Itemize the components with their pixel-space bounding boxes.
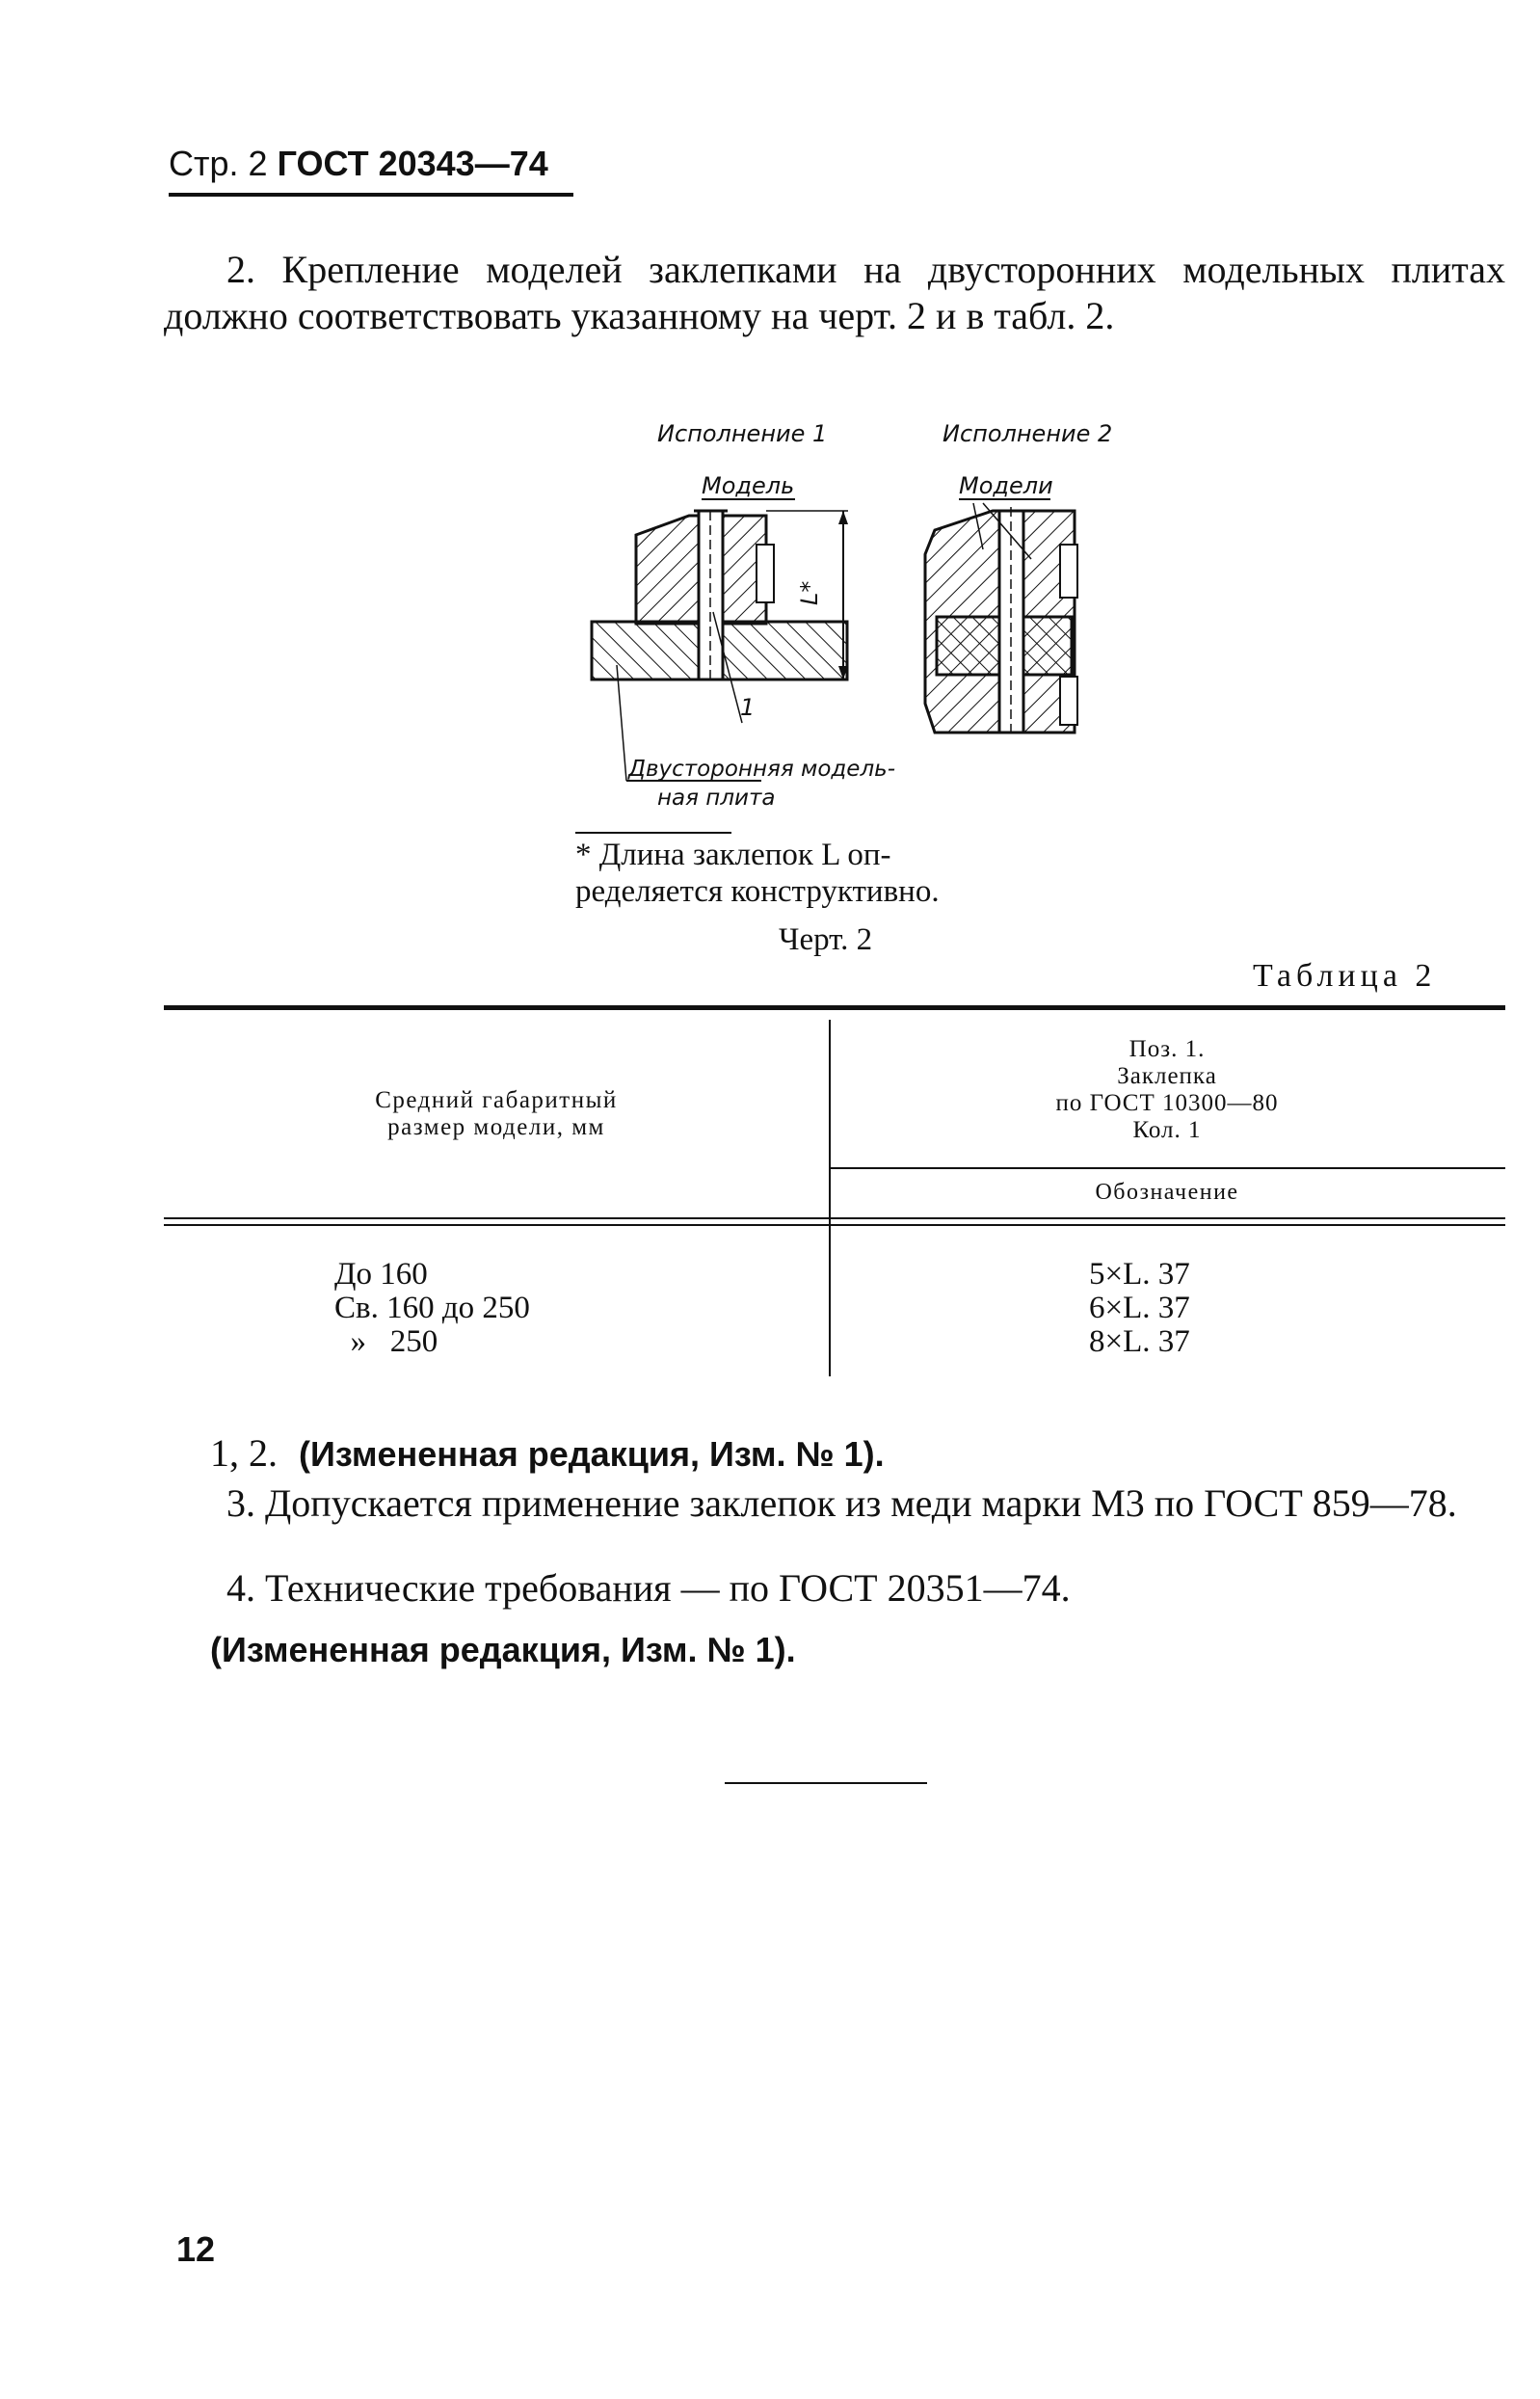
- standard-number: ГОСТ 20343—74: [277, 144, 548, 183]
- variant-2-label: Исполнение 2: [943, 420, 1113, 447]
- table-top-rule: [164, 1005, 1505, 1010]
- footnote-divider: [575, 832, 731, 834]
- cell-designation: 5×L. 37: [1089, 1257, 1190, 1292]
- column-header-rivet: Поз. 1. Заклепка по ГОСТ 10300—80 Кол. 1: [1055, 1036, 1279, 1143]
- column-subheader-designation: Обозначение: [1095, 1180, 1239, 1205]
- column-header-size: Средний габаритный размер модели, мм: [375, 1087, 618, 1140]
- variant-1-label: Исполнение 1: [657, 420, 828, 447]
- table-row: [164, 1258, 1505, 1292]
- footnote-line-2: ределяется конструктивно.: [575, 874, 940, 909]
- end-divider: [725, 1782, 927, 1784]
- footnote: [575, 837, 1154, 910]
- page-header: [169, 135, 573, 197]
- paragraph-3: 3. Допускается применение заклепок из меди марки М3 по ГОСТ 859—78.: [226, 1481, 1457, 1525]
- page-label: Стр. 2: [169, 144, 268, 183]
- amendment-note-3-4: (Измененная редакция, Изм. № 1).: [210, 1630, 796, 1669]
- paragraph-2: 2. Крепление моделей заклепками на двусторонних модельных плитах должно соответствовать указанному на черт. 2 и в табл. 2.: [164, 248, 1505, 337]
- cell-designation: 6×L. 37: [1089, 1291, 1190, 1325]
- dimension-label: L*: [796, 580, 823, 605]
- table-caption: Таблица 2: [1253, 958, 1437, 994]
- table-2: [164, 1005, 1505, 1372]
- table-header-rule-2: [164, 1224, 1505, 1226]
- page-number: 12: [176, 2229, 216, 2269]
- table-subheader-rule: [829, 1167, 1505, 1169]
- cell-size: Св. 160 до 250: [334, 1291, 530, 1325]
- amendment-note-1-2: 1, 2. (Измененная редакция, Изм. № 1).: [210, 1431, 885, 1475]
- variant-1-figure: [592, 511, 895, 811]
- position-label: 1: [740, 694, 756, 721]
- table-row: [164, 1292, 1505, 1325]
- plate-label-line2: ная плита: [657, 786, 776, 811]
- paragraph-4: 4. Технические требования — по ГОСТ 20351—74.: [226, 1566, 1071, 1610]
- footnote-line-1: * Длина заклепок L оп-: [575, 838, 891, 872]
- drawing-rivet-fastening: [578, 414, 1137, 819]
- model-label: Модель: [702, 472, 795, 499]
- plate-label-line1: Двусторонняя модель-: [628, 757, 896, 782]
- table-header-rule: [164, 1217, 1505, 1219]
- cell-size: » 250: [334, 1324, 438, 1359]
- cell-designation: 8×L. 37: [1089, 1324, 1190, 1359]
- table-row: [164, 1325, 1505, 1359]
- drawing-caption: Черт. 2: [779, 922, 873, 957]
- models-label: Модели: [959, 472, 1053, 499]
- variant-2-figure: [925, 503, 1077, 736]
- cell-size: До 160: [334, 1257, 428, 1292]
